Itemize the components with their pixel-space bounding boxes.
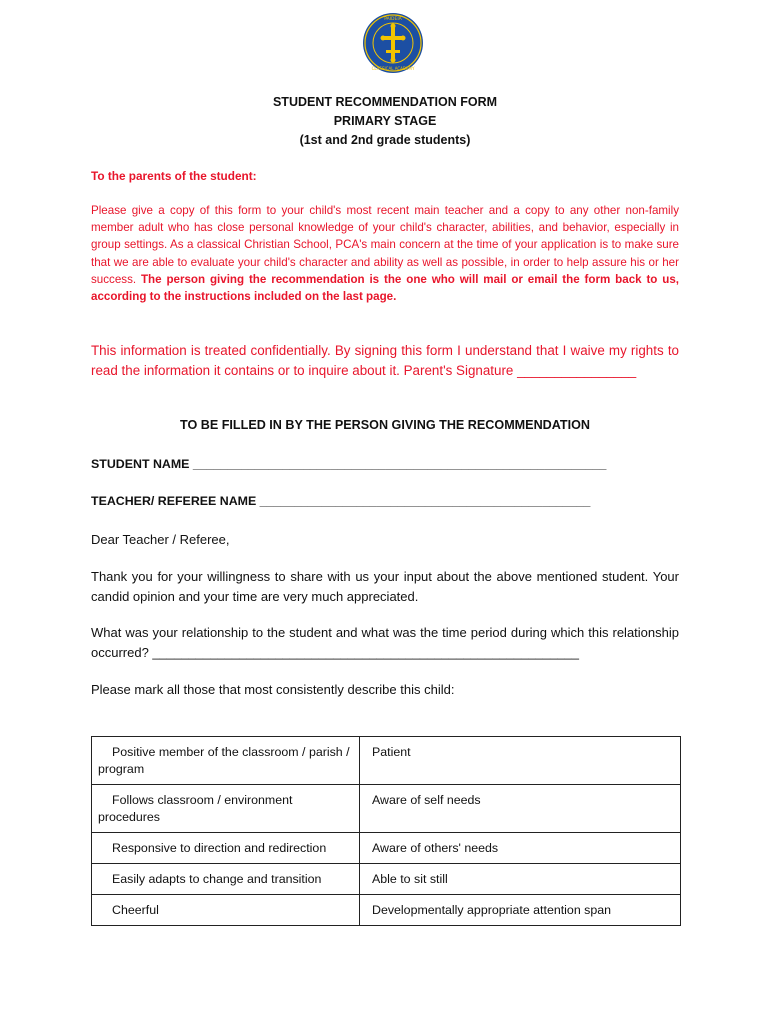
trait-checkbox-cell[interactable]: [92, 737, 360, 785]
trait-label: Aware of self needs: [372, 793, 481, 807]
trait-checkbox-cell[interactable]: [92, 895, 360, 926]
parents-instructions-text: Please give a copy of this form to your child's most recent main teacher and a copy to any other non-family member adult who has close personal knowledge of your child's character, abilities, and behavior, especially in group settings. As a classical Christian School, PCA's main concern at the time of your application is to make sure that we are able to evaluate your child's character and ability as well as possible, in order to help assure his or her success.: [91, 204, 679, 286]
mark-prompt: Please mark all those that most consistently describe this child:: [91, 682, 455, 697]
trait-checkbox-cell[interactable]: [92, 864, 360, 895]
trait-label: Developmentally appropriate attention span: [372, 903, 612, 917]
svg-text:CLASSICAL ACADEMY: CLASSICAL ACADEMY: [371, 66, 415, 71]
table-row: [92, 833, 681, 864]
relationship-question[interactable]: What was your relationship to the student and what was the time period during which this relationship occurred? ___________________________________________________________: [91, 625, 679, 660]
confidentiality-statement: This information is treated confidentially. By signing this form I understand that I waive my rights to read the information it contains or to inquire about it. Parent's Signature ________________: [91, 343, 679, 378]
thank-you-text: Thank you for your willingness to share with us your input about the above mentioned student. Your candid opinion and your time are very much appreciated.: [91, 569, 679, 604]
form-subtitle-grades: (1st and 2nd grade students): [299, 133, 471, 147]
trait-checkbox-cell[interactable]: [360, 737, 681, 785]
form-title: STUDENT RECOMMENDATION FORM: [272, 95, 498, 109]
table-row: [92, 737, 681, 785]
trait-label: Easily adapts to change and transition: [112, 872, 322, 886]
salutation: Dear Teacher / Referee,: [91, 532, 230, 547]
parents-instructions-bold: The person giving the recommendation is the one who will mail or email the form back to us, according to the instructions included on the last page.: [91, 272, 679, 304]
traits-table: [91, 736, 681, 926]
parents-heading: To the parents of the student:: [91, 169, 257, 183]
trait-label: Positive member of the classroom / parish / program: [98, 745, 350, 776]
table-row: [92, 864, 681, 895]
trait-checkbox-cell[interactable]: [360, 895, 681, 926]
trait-label: Able to sit still: [372, 872, 448, 886]
student-name-field[interactable]: STUDENT NAME ____________________________________________________________: [91, 457, 607, 471]
trait-label: Aware of others' needs: [372, 841, 499, 855]
trait-checkbox-cell[interactable]: [92, 785, 360, 833]
form-subtitle-stage: PRIMARY STAGE: [333, 114, 437, 128]
school-seal-icon: [362, 12, 424, 74]
trait-checkbox-cell[interactable]: [92, 833, 360, 864]
svg-text:PAIDEIA: PAIDEIA: [384, 17, 402, 22]
trait-label: Patient: [372, 745, 411, 759]
table-row: [92, 785, 681, 833]
trait-checkbox-cell[interactable]: [360, 864, 681, 895]
trait-label: Responsive to direction and redirection: [112, 841, 327, 855]
parents-instructions: [91, 202, 679, 305]
teacher-name-field[interactable]: TEACHER/ REFEREE NAME ________________________________________________: [91, 494, 591, 508]
trait-label: Follows classroom / environment procedures: [98, 793, 293, 824]
trait-checkbox-cell[interactable]: [360, 785, 681, 833]
school-logo: [362, 12, 424, 74]
table-row: [92, 895, 681, 926]
trait-label: Cheerful: [112, 903, 159, 917]
referee-heading: TO BE FILLED IN BY THE PERSON GIVING THE RECOMMENDATION: [179, 418, 591, 432]
trait-checkbox-cell[interactable]: [360, 833, 681, 864]
